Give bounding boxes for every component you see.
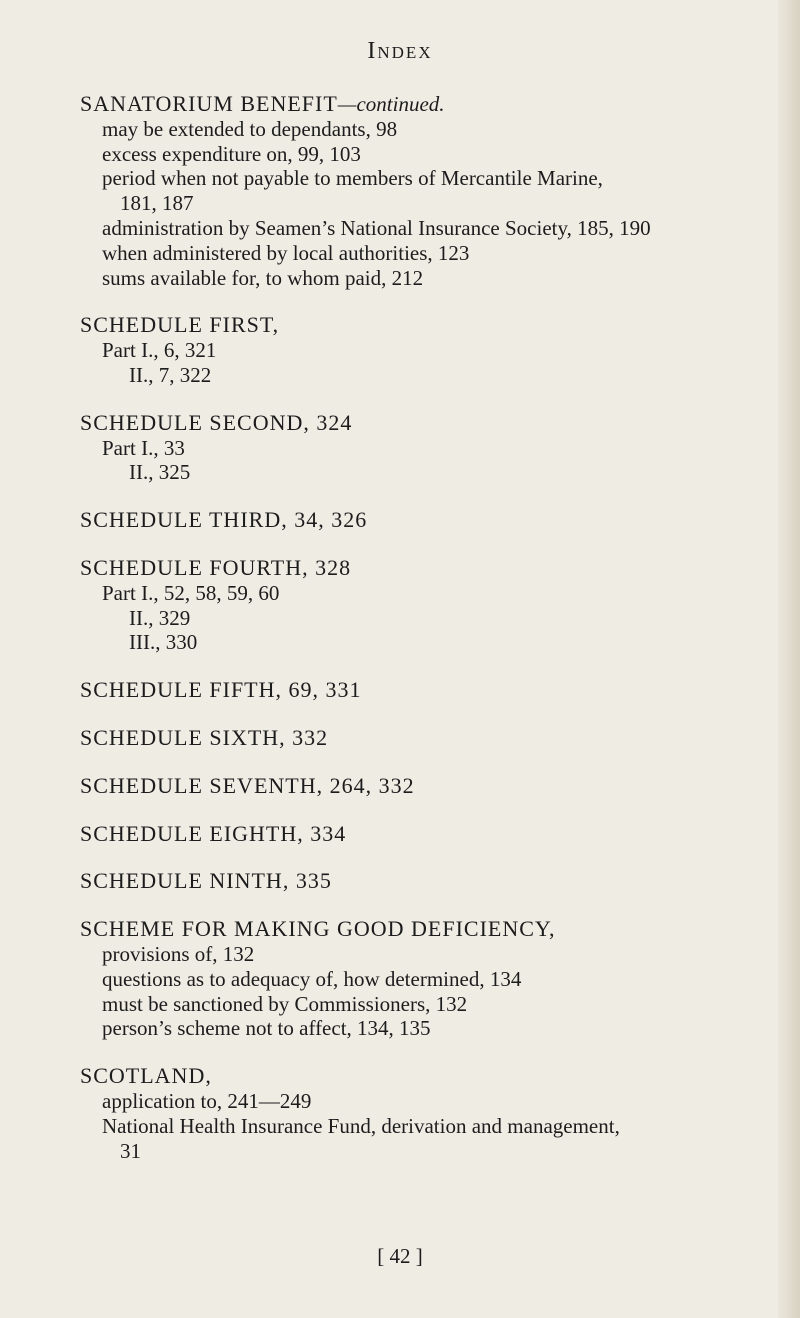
subentry: administration by Seamen’s National Insurance Society, 185, 190 xyxy=(102,215,651,240)
page-title: Index xyxy=(367,38,433,64)
entry-heading: SCHEDULE NINTH, 335 xyxy=(80,868,332,894)
entry-heading: SCHEDULE SECOND, 324 xyxy=(80,409,353,435)
index-entry-schedule-first xyxy=(80,313,770,387)
subentry: II., 329 xyxy=(129,605,191,630)
subentry: II., 7, 322 xyxy=(129,362,212,387)
index-entry-scotland xyxy=(80,1064,770,1163)
entry-heading: SCHEDULE FOURTH, 328 xyxy=(80,554,352,580)
subentry: may be extended to dependants, 98 xyxy=(102,116,398,141)
index-entry-schedule-ninth xyxy=(80,869,770,894)
subentry: Part I., 33 xyxy=(102,435,185,460)
subentry: when administered by local authorities, 123 xyxy=(102,240,470,265)
subentry: must be sanctioned by Commissioners, 132 xyxy=(102,991,468,1016)
entry-heading: SCHEDULE EIGHTH, 334 xyxy=(80,820,347,846)
index-entry-schedule-third xyxy=(80,508,770,533)
index-entry-schedule-second xyxy=(80,411,770,485)
subentry: provisions of, 132 xyxy=(102,941,255,966)
index-entry-schedule-eighth xyxy=(80,822,770,847)
subentry: period when not payable to members of Mercantile Marine, xyxy=(102,166,603,191)
index-body xyxy=(80,92,770,1186)
entry-heading: SCHEDULE THIRD, 34, 326 xyxy=(80,507,368,533)
entry-heading: SCHEME FOR MAKING GOOD DEFICIENCY, xyxy=(80,916,556,942)
running-head xyxy=(0,38,800,65)
index-entry-schedule-sixth xyxy=(80,726,770,751)
subentry: Part I., 52, 58, 59, 60 xyxy=(102,580,280,605)
subentry: sums available for, to whom paid, 212 xyxy=(102,265,424,290)
index-entry-scheme-deficiency xyxy=(80,917,770,1041)
entry-heading-text: SANATORIUM BENEFIT xyxy=(80,91,338,116)
entry-heading: SCHEDULE SEVENTH, 264, 332 xyxy=(80,772,415,798)
index-entry-schedule-seventh xyxy=(80,774,770,799)
index-entry-schedule-fourth xyxy=(80,556,770,655)
entry-heading xyxy=(80,92,770,117)
subentry: National Health Insurance Fund, derivation and management, xyxy=(102,1113,620,1138)
subentry-continuation: 181, 187 xyxy=(120,191,194,216)
entry-heading: SCHEDULE SIXTH, 332 xyxy=(80,724,329,750)
subentry: II., 325 xyxy=(129,460,191,485)
entry-heading: SCHEDULE FIRST, xyxy=(80,312,280,338)
entry-heading: SCHEDULE FIFTH, 69, 331 xyxy=(80,677,362,703)
entry-heading: SCOTLAND, xyxy=(80,1063,212,1089)
subentry: Part I., 6, 321 xyxy=(102,338,217,363)
subentry: III., 330 xyxy=(129,630,198,655)
page-edge-shadow xyxy=(778,0,800,1318)
subentry: questions as to adequacy of, how determined, 134 xyxy=(102,966,522,991)
subentry: excess expenditure on, 99, 103 xyxy=(102,141,361,166)
index-entry-sanatorium-benefit xyxy=(80,92,770,290)
continued-label: —continued. xyxy=(337,92,445,116)
subentry: person’s scheme not to affect, 134, 135 xyxy=(102,1016,431,1041)
index-entry-schedule-fifth xyxy=(80,678,770,703)
subentry-continuation: 31 xyxy=(120,1138,141,1163)
page-number: [ 42 ] xyxy=(377,1244,423,1268)
subentry: application to, 241—249 xyxy=(102,1088,312,1113)
